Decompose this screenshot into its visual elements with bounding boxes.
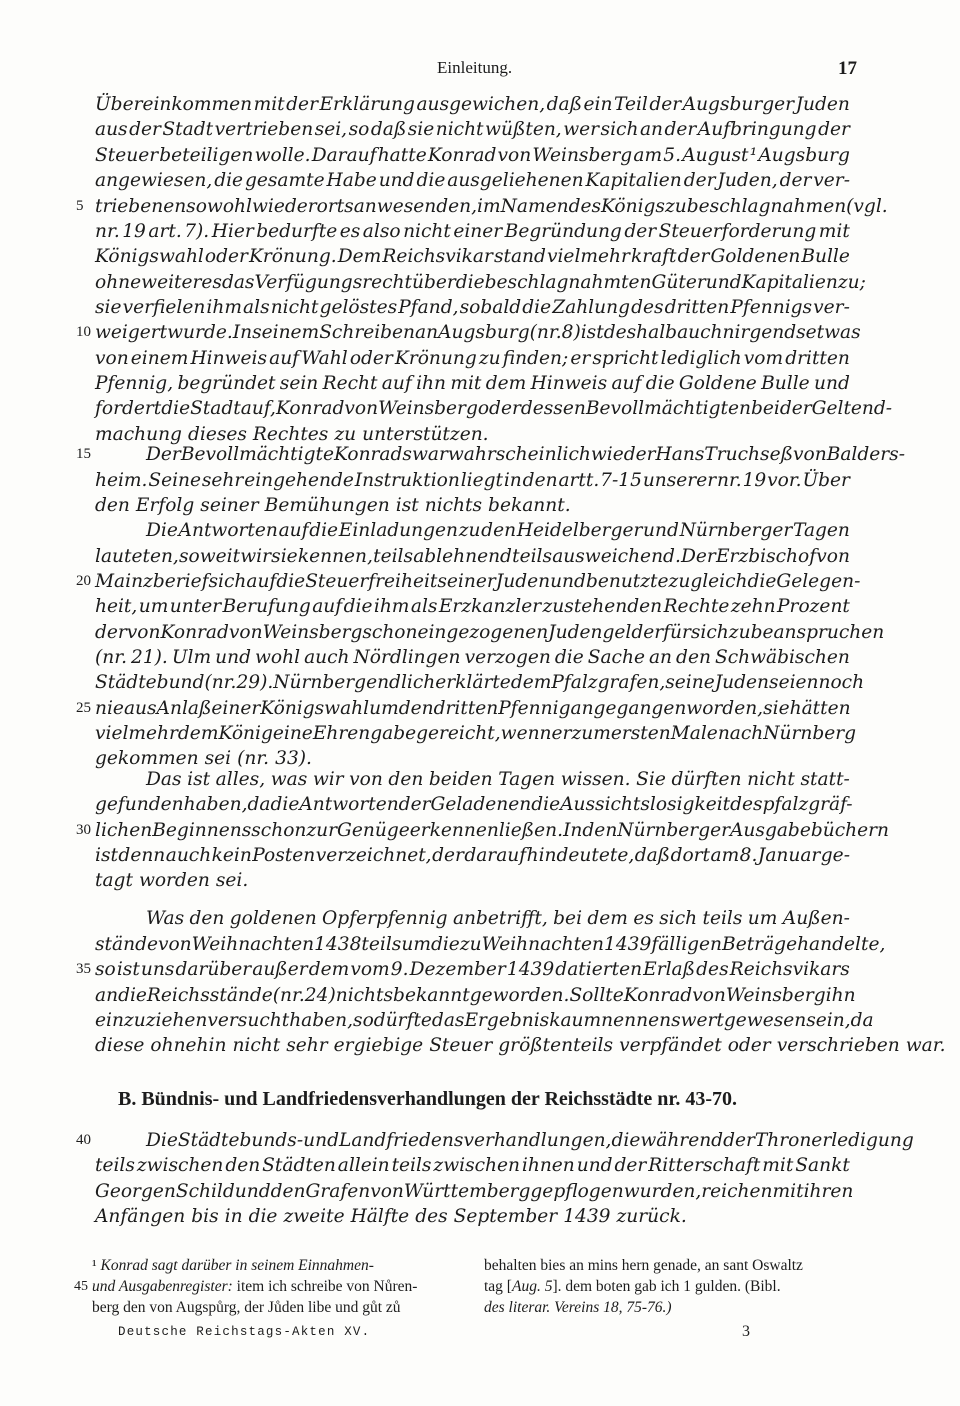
line-number: 45 <box>74 1279 88 1294</box>
line-number: 25 <box>76 700 91 716</box>
footnote-line: und Ausgabenregister: item ich schreibe von Nůren- <box>92 1278 418 1295</box>
text-line: fordert die Stadt auf, Konrad von Weinsberg oder dessen Bevollmächtigten bei der Geltend- <box>95 398 893 419</box>
text-line: so ist uns darüber außer dem vom 9. Dezember 1439 datierten Erlaß des Reichsvikars <box>95 959 850 980</box>
text-line: von einem Hinweis auf Wahl oder Krönung zu finden; er spricht lediglich vom dritten <box>95 348 850 369</box>
text-line: an die Reichsstände (nr. 24) nichts bekannt geworden. Sollte Konrad von Weinsberg ihn <box>95 985 856 1006</box>
line-number: 10 <box>76 324 91 340</box>
text-line: der von Konrad von Weinsberg schon eingezogenen Judengelder für sich zu beanspruchen <box>95 622 885 643</box>
text-line: weigert wurde. In seinem Schreiben an Augsburg (nr. 8) ist deshalb auch nirgends etwas <box>95 322 861 343</box>
text-line: Was den goldenen Opferpfennig anbetrifft, bei dem es sich teils um Außen- <box>146 908 850 929</box>
text-line: Steuer beteiligen wolle. Darauf hatte Konrad von Weinsberg am 5. August ¹ Augsburg <box>95 145 850 166</box>
text-line: sie verfielen ihm als nicht gelöstes Pfand, sobald die Zahlung des dritten Pfennigs ver- <box>95 297 850 318</box>
text-line: stände von Weihnachten 1438 teils um die zu Weihnachten 1439 fälligen Beträge handelte, <box>95 934 886 955</box>
text-line: Pfennig, begründet sein Recht auf ihn mit dem Hinweis auf die Goldene Bulle und <box>95 373 850 394</box>
text-line: Städtebund (nr. 29). Nürnberg endlich erklärte dem Pfalzgrafen, seine Juden seien noch <box>95 672 865 693</box>
text-line: teils zwischen den Städten allein teils zwischen ihnen und der Ritterschaft mit Sankt <box>95 1155 850 1176</box>
line-number: 40 <box>76 1132 91 1148</box>
line-number: 30 <box>76 822 91 838</box>
text-line: lauteten, soweit wir sie kennen, teils ablehnend teils ausweichend. Der Erzbischof von <box>95 546 850 567</box>
line-number: 15 <box>76 446 91 462</box>
page-number: 17 <box>838 58 857 79</box>
text-line: Königswahl oder Krönung. Dem Reichsvikar stand vielmehr kraft der Goldenen Bulle <box>95 246 850 267</box>
text-line: gekommen sei (nr. 33). <box>95 748 312 769</box>
text-line: Die Antworten auf die Einladungen zu den Heidelberger und Nürnberger Tagen <box>146 520 850 541</box>
text-line: angewiesen, die gesamte Habe und die ausgeliehenen Kapitalien der Juden, der ver- <box>95 170 850 191</box>
running-header <box>0 58 960 88</box>
text-line: aus der Stadt vertrieben sei, so daß sie nicht wüßten, wer sich an der Aufbringung der <box>95 119 850 140</box>
text-line: Der Bevollmächtigte Konrads war wahrscheinlich wieder Hans Truchseß von Balders- <box>146 444 906 465</box>
line-number: 5 <box>76 198 84 214</box>
footnote-line: tag [Aug. 5]. dem boten gab ich 1 gulden. (Bibl. <box>484 1278 781 1295</box>
text-line: Das ist alles, was wir von den beiden Tagen wissen. Sie dürften nicht statt- <box>146 769 850 790</box>
footnote-line: des literar. Vereins 18, 75-76.) <box>484 1299 672 1316</box>
text-line: ist denn auch kein Posten verzeichnet, der darauf hindeutete, daß dort am 8. Januar ge- <box>95 845 850 866</box>
running-title: Einleitung. <box>437 58 513 77</box>
text-line: ohne weiteres das Verfügungsrecht über die beschlagnahmten Güter und Kapitalien zu; <box>95 272 866 293</box>
text-line: nr. 19 art. 7). Hier bedurfte es also nicht einer Begründung der Steuerforderung mit <box>95 221 850 242</box>
text-line: nie aus Anlaß einer Königswahl um den dritten Pfennig angegangen worden, sie hätten <box>95 698 851 719</box>
text-line: tagt worden sei. <box>95 870 249 891</box>
text-line: Georgen Schild und den Grafen von Württemberg gepflogen wurden, reichen mit ihren <box>95 1181 854 1202</box>
footnote-line: ¹ Konrad sagt darüber in seinem Einnahmen- <box>92 1257 374 1274</box>
text-line: Übereinkommen mit der Erklärung ausgewichen, daß ein Teil der Augsburger Juden <box>95 94 850 115</box>
text-line: lichen Beginnens schon zur Genüge erkennen ließen. In den Nürnberger Ausgabebüchern <box>95 820 889 841</box>
text-line: einzuziehen versucht haben, so dürfte das Ergebnis kaum nennenswert gewesen sein, da <box>95 1010 874 1031</box>
text-line: gefunden haben, da die Antworten der Geladenen die Aussichtslosigkeit des pfalzgräf- <box>95 794 853 815</box>
section-heading: B. Bündnis- und Landfriedensverhandlungen der Reichsstädte nr. 43-70. <box>118 1088 738 1110</box>
text-line: Mainz berief sich auf die Steuerfreiheit seiner Juden und benutzte zugleich die Gelegen- <box>95 571 861 592</box>
signature-mark: 3 <box>742 1323 750 1340</box>
footnote-line: behalten bies an mins hern genade, an sant Oswaltz <box>484 1257 803 1274</box>
text-line: Anfängen bis in die zweite Hälfte des September 1439 zurück. <box>95 1206 687 1227</box>
text-line: heim. Seine sehr eingehende Instruktion liegt in den artt. 7-15 unserer nr. 19 vor. Über <box>95 470 850 491</box>
text-line: vielmehr dem König eine Ehrengabe gereicht, wenn er zum ersten Male nach Nürnberg <box>95 723 857 744</box>
footnote-line: berg den von Augspůrg, der Jůden libe und gůt zů <box>92 1299 401 1316</box>
text-line: triebenen sowohl wie der ortsanwesenden, im Namen des Königs zu beschlagnahmen (vgl. <box>95 196 888 217</box>
text-line: diese ohnehin nicht sehr ergiebige Steuer größtenteils verpfändet oder verschrieben war. <box>95 1035 946 1056</box>
line-number: 35 <box>76 961 91 977</box>
text-line: heit, um unter Berufung auf die ihm als Erzkanzler zustehenden Rechte zehn Prozent <box>95 596 850 617</box>
signature-line: Deutsche Reichstags-Akten XV. <box>118 1325 371 1339</box>
text-line: den Erfolg seiner Bemühungen ist nichts bekannt. <box>95 495 571 516</box>
line-number: 20 <box>76 573 91 589</box>
text-line: (nr. 21). Ulm und wohl auch Nördlingen verzogen die Sache an den Schwäbischen <box>95 647 850 668</box>
text-line: machung dieses Rechtes zu unterstützen. <box>95 424 489 445</box>
text-line: Die Städtebunds- und Landfriedensverhandlungen, die während der Thronerledigung <box>146 1130 914 1151</box>
